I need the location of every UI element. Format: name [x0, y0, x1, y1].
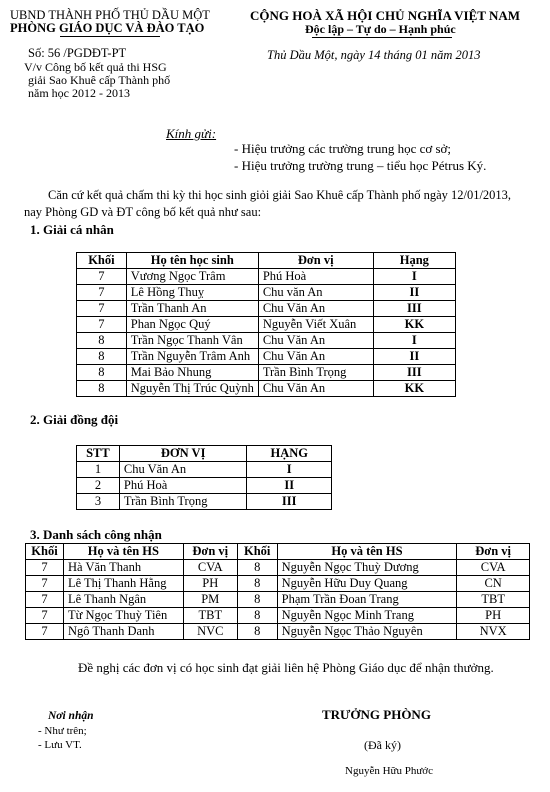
- table-cell: II: [373, 349, 455, 365]
- table-cell: 8: [77, 333, 127, 349]
- intro-line: Căn cứ kết quả chấm thi kỳ thi học sinh giỏi giải Sao Khuê cấp Thành phố ngày 12/01/2013,: [48, 188, 512, 202]
- table-cell: 7: [77, 317, 127, 333]
- table-cell: 7: [26, 608, 64, 624]
- table-cell: Nguyễn Viết Xuân: [258, 317, 373, 333]
- table-cell: NVX: [457, 624, 530, 640]
- table-row: [77, 285, 456, 301]
- table-cell: NVC: [183, 624, 237, 640]
- table-cell: Phan Ngọc Quý: [126, 317, 258, 333]
- table-cell: I: [373, 333, 455, 349]
- table-row: [77, 365, 456, 381]
- distribution-item: - Như trên;: [38, 725, 87, 737]
- table-cell: Chu Văn An: [258, 349, 373, 365]
- table-cell: II: [247, 478, 332, 494]
- column-header: Đơn vị: [183, 544, 237, 560]
- agency-name: UBND THÀNH PHỐ THỦ DẦU MỘT: [10, 8, 210, 22]
- table-cell: Lê Thanh Ngân: [63, 592, 183, 608]
- table-cell: KK: [373, 381, 455, 397]
- table-cell: Phạm Trần Đoan Trang: [277, 592, 457, 608]
- table-cell: 8: [77, 349, 127, 365]
- table-cell: 2: [77, 478, 120, 494]
- table-row: [77, 349, 456, 365]
- table-cell: Nguyễn Ngọc Thảo Nguyên: [277, 624, 457, 640]
- table-cell: 8: [237, 624, 277, 640]
- team-awards-table: [76, 445, 332, 510]
- table-cell: 7: [77, 285, 127, 301]
- signed-note: (Đã ký): [364, 738, 401, 752]
- table-cell: Chu văn An: [258, 285, 373, 301]
- table-cell: I: [247, 462, 332, 478]
- column-header: STT: [77, 446, 120, 462]
- table-cell: Ngô Thanh Danh: [63, 624, 183, 640]
- table-cell: Lê Thị Thanh Hằng: [63, 576, 183, 592]
- signer-title: TRƯỞNG PHÒNG: [322, 707, 431, 722]
- table-cell: Trần Ngọc Thanh Vân: [126, 333, 258, 349]
- table-cell: 7: [26, 592, 64, 608]
- distribution-item: - Lưu VT.: [38, 739, 82, 751]
- recipients-label: Kính gửi:: [166, 126, 217, 141]
- table-cell: Trần Thanh An: [126, 301, 258, 317]
- section1-title: 1. Giải cá nhân: [30, 222, 114, 237]
- table-header-row: [77, 253, 456, 269]
- table-cell: Nguyễn Thị Trúc Quỳnh: [126, 381, 258, 397]
- column-header: Khối: [237, 544, 277, 560]
- column-header: HẠNG: [247, 446, 332, 462]
- table-cell: Chu Văn An: [119, 462, 247, 478]
- table-cell: Nguyễn Ngọc Minh Trang: [277, 608, 457, 624]
- table-cell: KK: [373, 317, 455, 333]
- section3-title: 3. Danh sách công nhận: [30, 527, 162, 542]
- table-cell: Vương Ngọc Trâm: [126, 269, 258, 285]
- table-cell: Phú Hoà: [119, 478, 247, 494]
- table-header-row: [26, 544, 530, 560]
- table-cell: TBT: [183, 608, 237, 624]
- table-row: [26, 560, 530, 576]
- table-row: [26, 576, 530, 592]
- column-header: Họ tên học sinh: [126, 253, 258, 269]
- table-row: [26, 624, 530, 640]
- table-cell: Nguyễn Ngọc Thuỳ Dương: [277, 560, 457, 576]
- recipient-item: - Hiệu trưởng các trường trung học cơ sở;: [234, 141, 452, 156]
- table-cell: 8: [77, 365, 127, 381]
- table-row: [77, 269, 456, 285]
- table-row: [77, 381, 456, 397]
- table-row: [77, 301, 456, 317]
- table-cell: CVA: [183, 560, 237, 576]
- column-header: Hạng: [373, 253, 455, 269]
- subject-line: V/v Công bố kết quả thi HSG: [24, 60, 167, 74]
- subject-line: giải Sao Khuê cấp Thành phố: [28, 73, 171, 87]
- table-cell: Hà Văn Thanh: [63, 560, 183, 576]
- column-header: Khối: [77, 253, 127, 269]
- nation-title: CỘNG HOÀ XÃ HỘI CHỦ NGHĨA VIỆT NAM: [250, 8, 521, 23]
- table-cell: Mai Bảo Nhung: [126, 365, 258, 381]
- table-cell: II: [373, 285, 455, 301]
- column-header: Đơn vị: [457, 544, 530, 560]
- table-cell: Chu Văn An: [258, 301, 373, 317]
- table-row: [77, 462, 332, 478]
- table-cell: 7: [26, 576, 64, 592]
- column-header: Họ và tên HS: [277, 544, 457, 560]
- table-cell: PM: [183, 592, 237, 608]
- doc-number: Số: 56 /PGDĐT-PT: [28, 46, 127, 60]
- column-header: Khối: [26, 544, 64, 560]
- column-header: ĐƠN VỊ: [119, 446, 247, 462]
- table-cell: 3: [77, 494, 120, 510]
- table-cell: 8: [77, 381, 127, 397]
- section2-title: 2. Giải đồng đội: [30, 412, 119, 427]
- table-cell: Trần Bình Trọng: [258, 365, 373, 381]
- table-cell: I: [373, 269, 455, 285]
- table-header-row: [77, 446, 332, 462]
- subject-line: năm học 2012 - 2013: [28, 86, 130, 100]
- subject: [24, 61, 170, 100]
- table-cell: TBT: [457, 592, 530, 608]
- table-cell: 7: [77, 269, 127, 285]
- table-cell: Chu Văn An: [258, 333, 373, 349]
- table-cell: 7: [26, 560, 64, 576]
- recipient-item: - Hiệu trưởng trường trung – tiểu học Pétrus Ký.: [234, 158, 487, 173]
- table-cell: Trần Bình Trọng: [119, 494, 247, 510]
- table-cell: 7: [77, 301, 127, 317]
- department-name: PHÒNG GIÁO DỤC VÀ ĐÀO TẠO: [10, 21, 205, 35]
- table-cell: Lê Hồng Thuỵ: [126, 285, 258, 301]
- table-cell: CVA: [457, 560, 530, 576]
- recognition-table: [25, 543, 530, 640]
- table-cell: 8: [237, 592, 277, 608]
- table-cell: 8: [237, 560, 277, 576]
- closing-note: Đề nghị các đơn vị có học sinh đạt giải liên hệ Phòng Giáo dục để nhận thưởng.: [78, 660, 494, 675]
- table-cell: Nguyễn Hữu Duy Quang: [277, 576, 457, 592]
- individual-awards-table: [76, 252, 456, 397]
- table-row: [77, 317, 456, 333]
- table-cell: III: [247, 494, 332, 510]
- column-header: Đơn vị: [258, 253, 373, 269]
- table-row: [77, 478, 332, 494]
- table-cell: Chu Văn An: [258, 381, 373, 397]
- table-cell: PH: [183, 576, 237, 592]
- table-row: [26, 592, 530, 608]
- header-right-rule: [312, 37, 452, 38]
- column-header: Họ và tên HS: [63, 544, 183, 560]
- table-cell: Trần Nguyễn Trâm Anh: [126, 349, 258, 365]
- table-row: [77, 494, 332, 510]
- table-cell: 8: [237, 576, 277, 592]
- place-date: Thủ Dầu Một, ngày 14 tháng 01 năm 2013: [267, 48, 481, 62]
- table-cell: III: [373, 365, 455, 381]
- intro-line: nay Phòng GD và ĐT công bố kết quả như sau:: [24, 205, 262, 219]
- signer-name: Nguyễn Hữu Phước: [345, 765, 434, 777]
- table-cell: PH: [457, 608, 530, 624]
- table-cell: Từ Ngọc Thuỳ Tiên: [63, 608, 183, 624]
- table-cell: 7: [26, 624, 64, 640]
- table-cell: 8: [237, 608, 277, 624]
- table-row: [77, 333, 456, 349]
- table-cell: Phú Hoà: [258, 269, 373, 285]
- table-cell: 1: [77, 462, 120, 478]
- table-row: [26, 608, 530, 624]
- table-cell: III: [373, 301, 455, 317]
- distribution-label: Nơi nhận: [48, 710, 94, 722]
- header-left-rule: [60, 36, 160, 37]
- table-cell: CN: [457, 576, 530, 592]
- motto: Độc lập – Tự do – Hạnh phúc: [305, 22, 456, 36]
